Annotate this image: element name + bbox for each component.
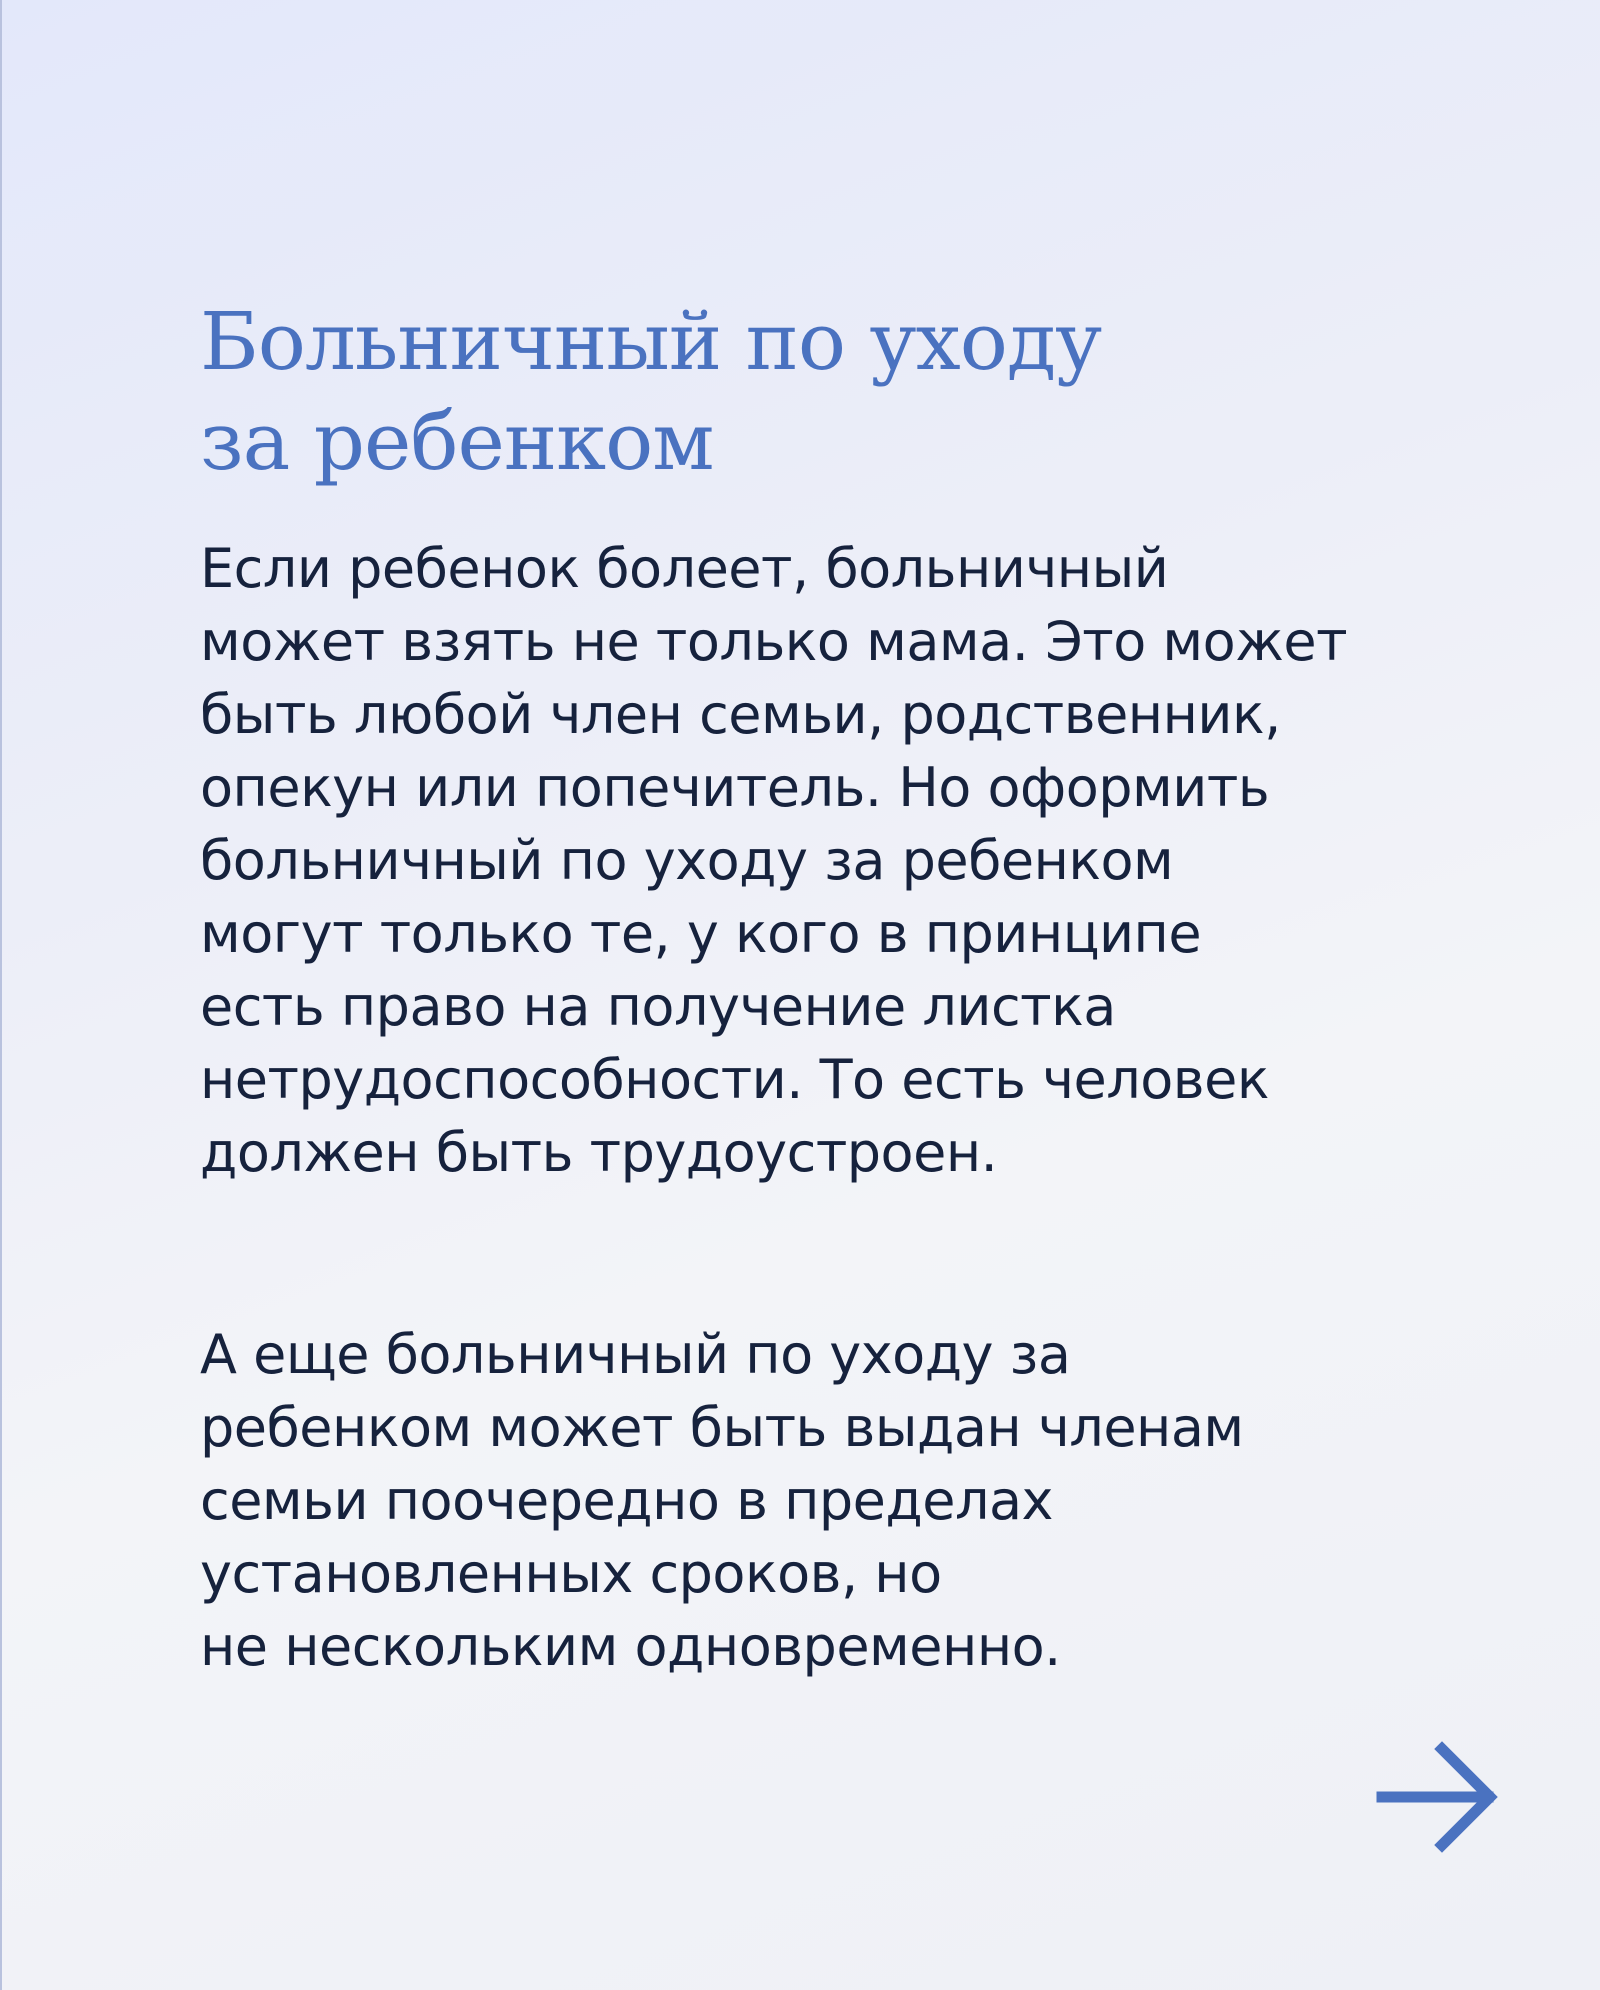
paragraph-line: должен быть трудоустроен. bbox=[200, 1121, 998, 1184]
title-line-1: Больничный по уходу bbox=[200, 295, 1102, 388]
paragraph-line: может взять не только мама. Это может bbox=[200, 610, 1348, 673]
paragraph-line: Если ребенок болеет, больничный bbox=[200, 537, 1169, 600]
paragraph-2 bbox=[200, 1318, 1480, 1683]
arrow-right-icon[interactable] bbox=[1376, 1740, 1502, 1854]
paragraph-1 bbox=[200, 532, 1480, 1189]
paragraph-line: есть право на получение листка bbox=[200, 975, 1116, 1038]
paragraph-line: ребенком может быть выдан членам bbox=[200, 1396, 1244, 1459]
title-line-2: за ребенком bbox=[200, 395, 714, 488]
paragraph-line: семьи поочередно в пределах bbox=[200, 1469, 1054, 1532]
paragraph-line: А еще больничный по уходу за bbox=[200, 1323, 1071, 1386]
paragraph-line: установленных сроков, но bbox=[200, 1542, 942, 1605]
paragraph-line: опекун или попечитель. Но оформить bbox=[200, 756, 1270, 819]
left-edge-line bbox=[0, 0, 2, 1990]
slide-title bbox=[200, 292, 1450, 492]
paragraph-line: могут только те, у кого в принципе bbox=[200, 902, 1202, 965]
paragraph-line: быть любой член семьи, родственник, bbox=[200, 683, 1281, 746]
paragraph-line: нетрудоспособности. То есть человек bbox=[200, 1048, 1269, 1111]
paragraph-line: не нескольким одновременно. bbox=[200, 1615, 1061, 1678]
paragraph-line: больничный по уходу за ребенком bbox=[200, 829, 1174, 892]
